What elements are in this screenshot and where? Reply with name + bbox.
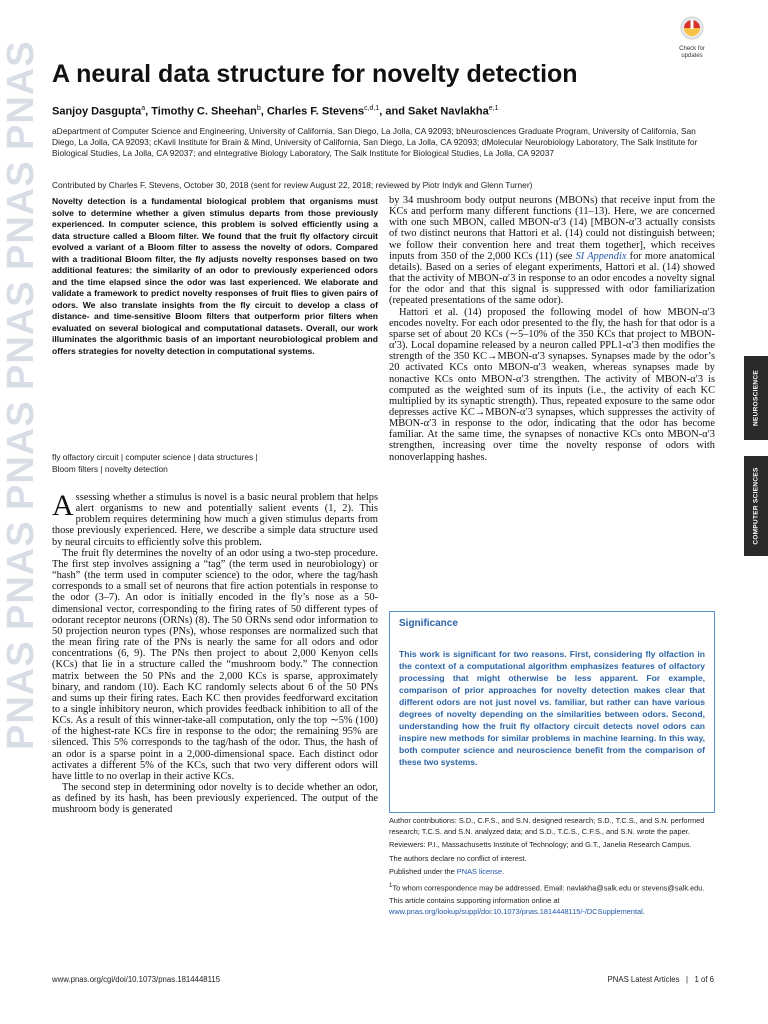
pnas-watermark-text: PNAS	[0, 520, 42, 630]
correspondence-note: $^1$To whom correspondence may be addressed. Email: navlakha@salk.edu or stevens@salk.edu.	[389, 881, 705, 892]
body-paragraph: Hattori et al. (14) proposed the following model of how MBON-α′3 encodes novelty. For each odor presented to the fly, the hash for that odor is a sparse set of about 20 KCs (∼5–10% of the 350 KCs that project to MBON-α′3). Local dopamine released by a neuron called PPL1-α′3 then modifies the strength of the 350 KC→MBON-α′3 synapses. Synapses made by the odor’s 20 activated KCs onto MBON-α′3 weaken, whereas synapses made by nonactive KCs onto MBON-α′3 strengthen. The activity of MBON-α′3 is computed as the weighted sum of its inputs (i.e., the activity of each KC multiplied by its synaptic strength). Thus, repeated exposure to the same odor depresses active KC→MBON-α′3 synapses, which suppresses the activity of MBON-α′3 in response to the odor, indicating that the odor has become familiar. At the same time, the synapses of nonactive KCs onto MBON-α′3 strengthen, increasing over time the novelty response of odors with nonoverlapping hashes.	[389, 306, 715, 463]
si-appendix-link[interactable]: SI Appendix	[575, 250, 627, 262]
check-for-updates-label: Check for updates	[679, 46, 705, 59]
body-paragraph: Assessing whether a stimulus is novel is a basic neural problem that helps alert organisms to new and potentially salient events (1, 2). This problem requires determining how much a given stimulus departs from those previously experienced. Here, we describe a simple data structure used by neural circuits to efficiently solve this problem.	[52, 489, 378, 548]
body-column-right	[389, 195, 715, 463]
license-note: Published under the PNAS license.	[389, 867, 505, 876]
body-paragraph: by 34 mushroom body output neurons (MBONs) that receive input from the KCs and perform many different functions (11–13). Here, we are concerned with one such MBON, called MBON-α′3 (14) [MBON-α′3 actually consists of two distinct neurons that Hattori et al. (14) could not distinguish between; we follow their convention here and treat them together], which receives inputs from 350 of the 2,000 KCs (11) (see SI Appendix for more anatomical details). Based on a series of elegant experiments, Hattori et al. (14) showed that the activity of MBON-α′3 in response to an odor encodes a novelty signal for the odor and that this signal is suppressed with odor familiarization (repeated presentations of the same odor).	[389, 195, 715, 307]
article-notes	[389, 816, 715, 920]
section-tab-computer-sciences: COMPUTER SCIENCES	[744, 456, 768, 556]
pnas-watermark-text: PNAS	[0, 40, 42, 150]
pnas-watermark-text: PNAS	[0, 400, 42, 510]
article-title: A neural data structure for novelty detection	[52, 60, 578, 88]
section-tab-neuroscience: NEUROSCIENCE	[744, 356, 768, 440]
significance-heading: Significance	[399, 618, 458, 629]
pnas-license-link[interactable]: PNAS license	[456, 867, 502, 876]
check-for-updates-icon	[672, 14, 712, 46]
pnas-watermark-text: PNAS	[0, 160, 42, 270]
keywords-line: Bloom filters | novelty detection	[52, 464, 168, 474]
author-name: and Saket Navlakha	[385, 105, 489, 118]
pnas-side-watermark	[0, 0, 40, 1024]
significance-box	[389, 611, 715, 813]
author-name: Charles F. Stevens	[266, 105, 365, 118]
reviewers-note: Reviewers: P.I., Massachusetts Institute of Technology; and G.T., Janelia Research Campus.	[389, 840, 692, 849]
pnas-watermark-text: PNAS	[0, 280, 42, 390]
author-name: Sanjoy Dasgupta	[52, 105, 142, 118]
affiliations: aDepartment of Computer Science and Engineering, University of California, San Diego, La Jolla, CA 92093; bNeurosciences Graduate Program, University of California, San Diego, La Jolla, CA 92093; cKavli Institute for Brain & Mind, University of California, San Diego, La Jolla, CA 92093; dMolecular Neurobiology Laboratory, The Salk Institute for Biological Studies, La Jolla, CA 92037; and eIntegrative Biology Laboratory, The Salk Institute for Biological Studies, La Jolla, CA 92037	[52, 126, 698, 158]
keywords-line: fly olfactory circuit | computer science | data structures |	[52, 452, 258, 462]
pnas-watermark-text: PNAS	[0, 640, 42, 750]
conflict-note: The authors declare no conflict of interest.	[389, 853, 527, 863]
supplemental-link[interactable]: www.pnas.org/lookup/suppl/doi:10.1073/pnas.1814448115/-/DCSupplemental	[389, 906, 643, 916]
drop-cap: A	[52, 489, 74, 522]
contributed-line: Contributed by Charles F. Stevens, October 30, 2018 (sent for review August 22, 2018; reviewed by Piotr Indyk and Glenn Turner)	[52, 180, 533, 190]
check-for-updates-badge[interactable]	[672, 14, 712, 59]
footer-doi[interactable]: www.pnas.org/cgi/doi/10.1073/pnas.1814448115	[52, 975, 221, 984]
body-column-left	[52, 489, 378, 816]
body-paragraph: The fruit fly determines the novelty of an odor using a two-step procedure. The first step involves assigning a “tag” (the term used in neurobiology) or “hash” (the term used in computer science) to the odor, where the tag/hash corresponds to a small set of neurons that fire action potentials in response to the odor (3–7). An odor is initially encoded in the fly’s nose as a 50-dimensional vector, corresponding to the firing rates of 50 different types of odorant receptor neurons (ORNs) (8). The 50 ORNs send odor information to 50 projection neuron types (PNs), whose responses are normalized such that the mean firing rate of the PNs is nearly the same for all odors and odor concentrations (6, 9). The PNs then project to about 2,000 Kenyon cells (KCs) that lie in a structure called the “mushroom body.” The connection matrix between the 50 PNs and the 2,000 KCs is sparse, approximately binary, and random (10). Each KC randomly selects about 6 of the 50 PNs and sums up their firing rates. Each KC then provides feedforward excitation to a single inhibitory neuron, which provides feedback inhibition to all of the KCs. As a result of this winner-take-all computation, only the top ∼5% (100) of the highest-rate KCs fire in response to the odor; the remaining 95% are silenced. This 5% corresponds to the tag/hash of the odor. Thus, the hash of an odor is a sparse point in a 2,000-dimensional space. Each distinct odor activates a different 5% of the KCs, such that two very different odors will have little to no overlap in their active KCs.	[52, 547, 378, 782]
body-paragraph: The second step in determining odor novelty is to decide whether an odor, as defined by its hash, has been previously experienced. The output of the mushroom body is generated	[52, 782, 378, 816]
abstract: Novelty detection is a fundamental biological problem that organisms must solve to determine whether a given stimulus departs from those previously experienced. In computer science, this problem is solved efficiently using a data structure called a Bloom filter. We found that the fruit fly olfactory circuit evolved a variant of a Bloom filter to assess the novelty of odors. Compared with a traditional Bloom filter, the fly adjusts novelty responses based on two additional features: the similarity of an odor to previously experienced odors and the time elapsed since the odor was last experienced. We elaborate and validate a framework to predict novelty responses of fruit flies to given pairs of odors. We also translate insights from the fly circuit to develop a class of distance- and time-sensitive Bloom filters that outperform prior filters when evaluated on several biological and computational datasets. Overall, our work illuminates the algorithmic basis of an important neurobiological problem and offers strategies for novelty detection in computational systems.	[52, 196, 378, 356]
author-list: Sanjoy Dasgupta$^a$, Timothy C. Sheehan$^b$, Charles F. Stevens$^{c,d,1}$, and Saket Navlakha$^{e,1}$	[52, 105, 499, 118]
significance-text: This work is significant for two reasons. First, considering fly olfaction in the context of a computational algorithm emphasizes features of olfactory processing that might otherwise be less apparent. For example, comparison of prior approaches for novelty detection makes clear that different odors are not just novel vs. familiar, but rather can have various degrees of novelty depending on the similarities between odors. Second, understanding how the fruit fly olfactory circuit detects novel odors can inspire new methods for similar problems in machine learning. In this way, both computer science and neuroscience benefit from the comparison of these two systems.	[399, 649, 705, 767]
author-name: Timothy C. Sheehan	[151, 105, 257, 118]
supporting-info-note: This article contains supporting information online at www.pnas.org/lookup/suppl/doi:10.1073/pnas.1814448115/-/DCSupplemental.	[389, 896, 645, 916]
keywords	[52, 451, 352, 475]
footer-page-number: PNAS Latest Articles | 1 of 6	[607, 975, 714, 984]
author-contributions: Author contributions: S.D., C.F.S., and S.N. designed research; S.D., T.C.S., and S.N. performed research; T.C.S. and S.N. analyzed data; and S.D., T.C.S., C.F.S., and S.N. wrote the paper.	[389, 816, 705, 836]
